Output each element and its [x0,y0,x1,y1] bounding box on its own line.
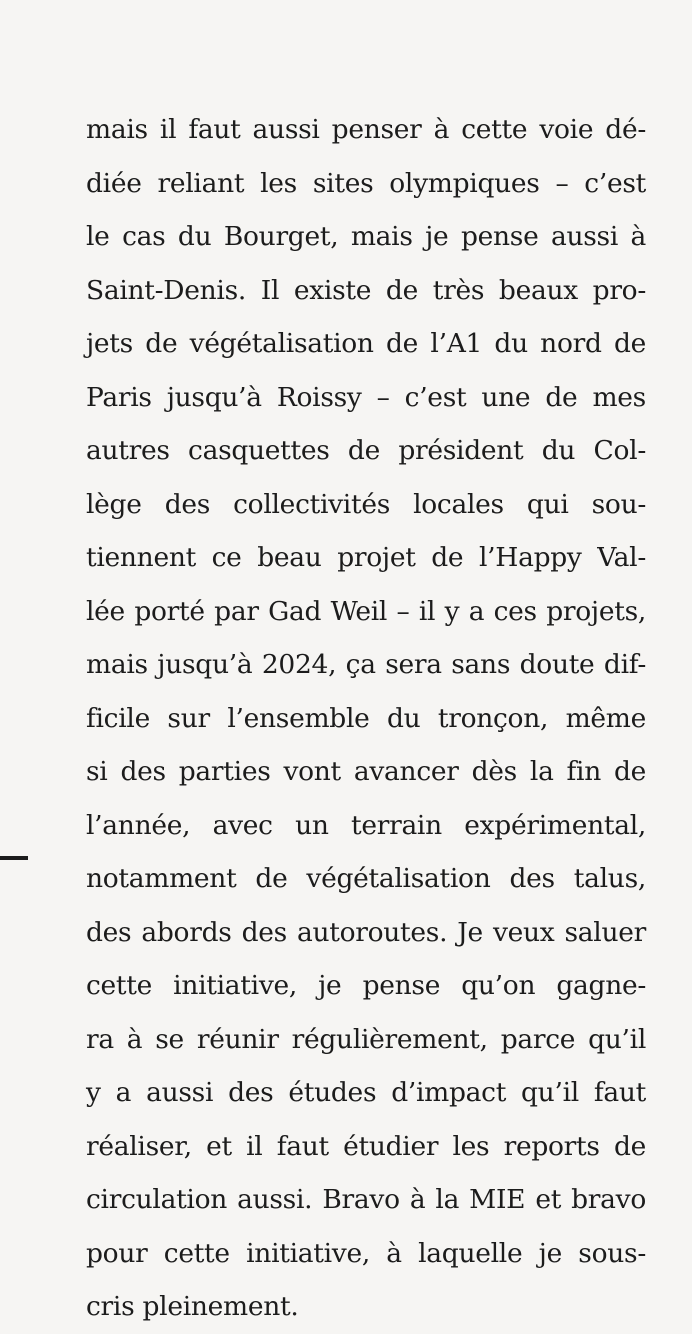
text-line: des abords des autoroutes. Je veux saluer [86,916,646,948]
text-line: Saint-Denis. Il existe de très beaux pro- [86,274,646,306]
text-line: y a aussi des études d’impact qu’il faut [86,1077,646,1108]
text-line: autres casquettes de président du Col- [86,435,646,466]
text-line: le cas du Bourget, mais je pense aussi à [86,221,646,252]
text-line: cris pleinement. [86,1291,299,1322]
text-line: ficile sur l’ensemble du tronçon, même [86,702,646,734]
text-line: mais jusqu’à 2024, ça sera sans doute dif- [86,649,646,680]
text-line: ra à se réunir régulièrement, parce qu’il [86,1023,646,1055]
text-line: circulation aussi. Bravo à la MIE et bravo [86,1184,646,1215]
text-line: notamment de végétalisation des talus, [86,863,646,894]
text-line: Paris jusqu’à Roissy – c’est une de mes [86,381,646,413]
text-line: cette initiative, je pense qu’on gagne- [86,970,646,1001]
text-line: tiennent ce beau projet de l’Happy Val- [86,542,646,573]
text-line: lège des collectivités locales qui sou- [86,488,646,520]
text-line: jets de végétalisation de l’A1 du nord de [86,328,646,359]
text-line: si des parties vont avancer dès la fin de [86,756,646,787]
text-line: réaliser, et il faut étudier les reports de [86,1130,646,1162]
margin-marker [0,856,28,860]
text-line: lée porté par Gad Weil – il y a ces projets, [86,595,646,627]
text-line: l’année, avec un terrain expérimental, [86,809,646,841]
text-line: pour cette initiative, à laquelle je sous- [86,1237,646,1269]
text-line: diée reliant les sites olympiques – c’est [86,167,646,199]
text-line: mais il faut aussi penser à cette voie dé- [86,114,646,145]
body-paragraph [86,103,646,1334]
